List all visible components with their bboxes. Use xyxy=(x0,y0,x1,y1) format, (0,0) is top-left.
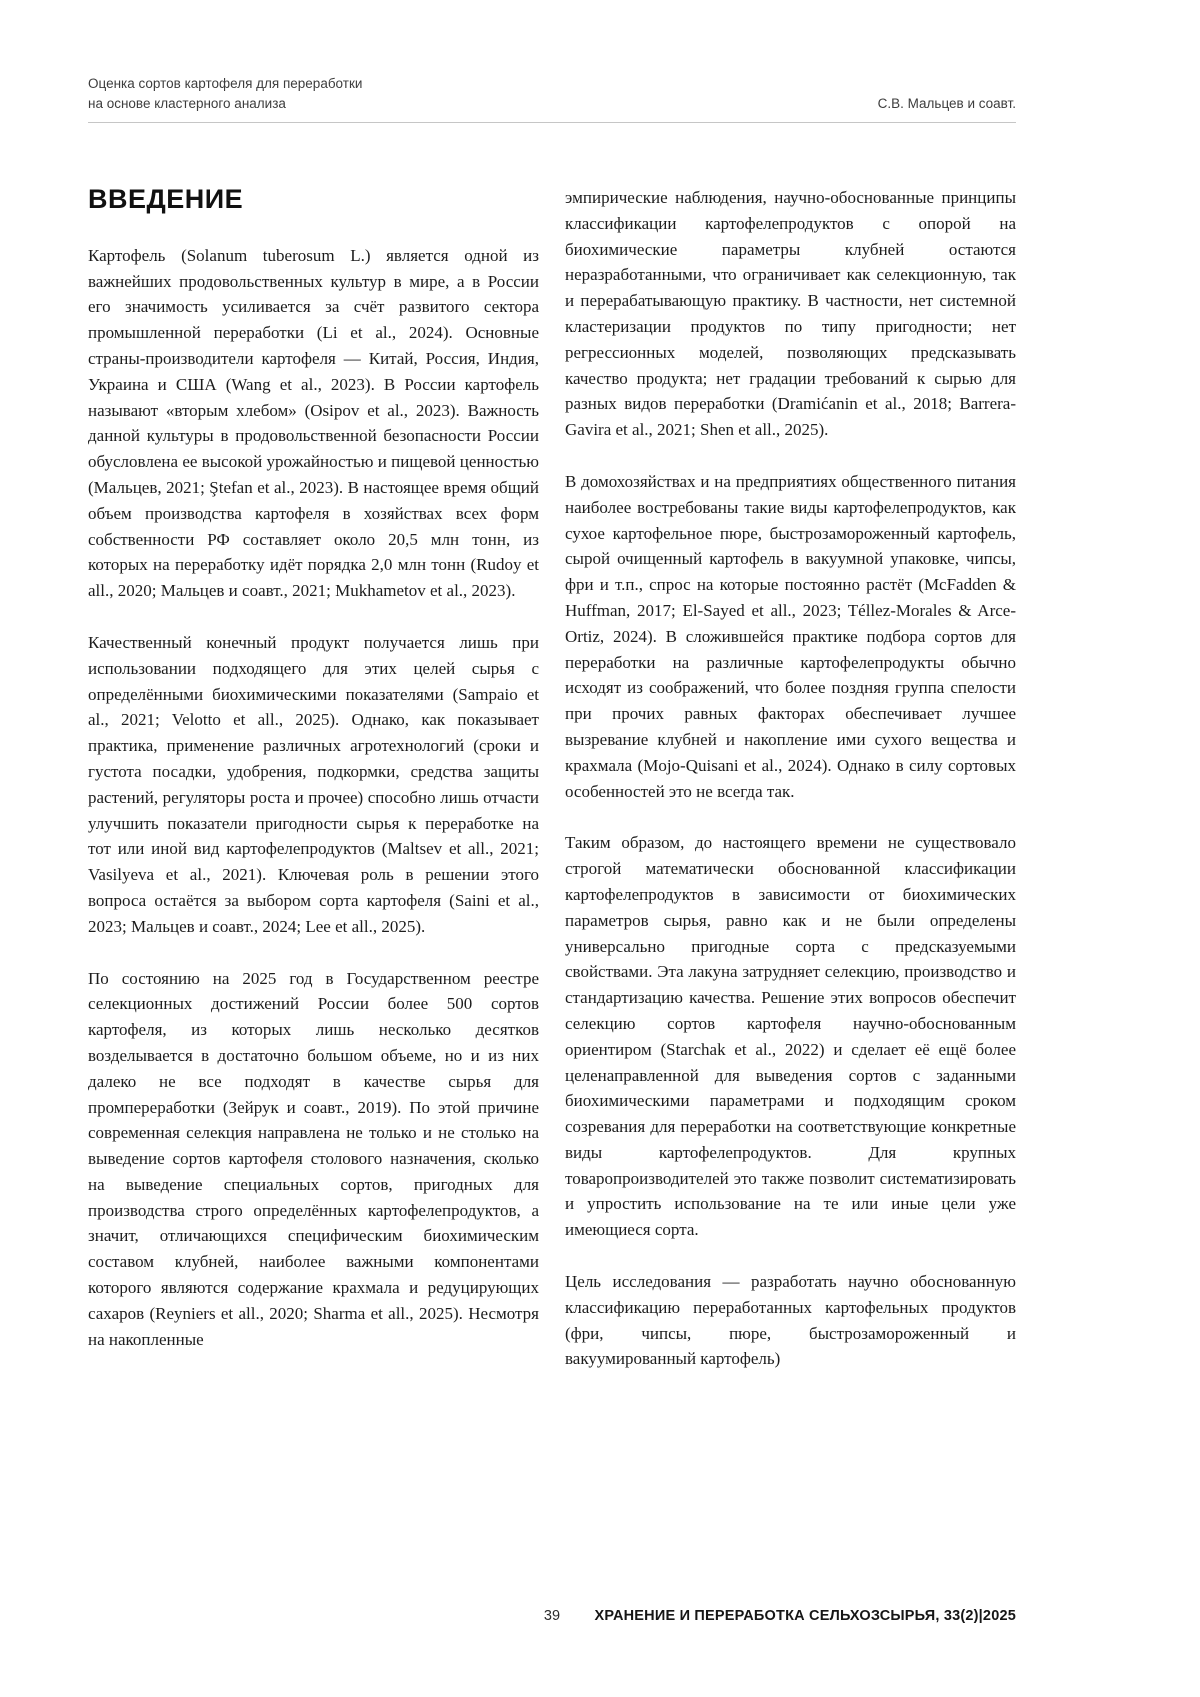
running-title-line1: Оценка сортов картофеля для переработки xyxy=(88,76,363,91)
running-authors: С.В. Мальцев и соавт. xyxy=(877,95,1016,111)
paragraph: Картофель (Solanum tuberosum L.) является одной из важнейших продовольственных культур в мире, а в России его значимость усиливается за счёт развитого сектора промышленной переработки (Li et al., 2024). Основные страны-производители картофеля — Китай, Россия, Индия, Украина и США (Wang et al., 2023). В России картофель называют «вторым хлебом» (Osipov et al., 2023). Важность данной культуры в продовольственной безопасности России обусловлена ее высокой урожайностью и пищевой ценностью (Мальцев, 2021; Ştefan et al., 2023). В настоящее время общий объем производства картофеля в хозяйствах всех форм собственности РФ составляет около 20,5 млн тонн, из которых на переработку идёт порядка 2,0 млн тонн (Rudoy et all., 2020; Мальцев и соавт., 2021; Mukhametov et al., 2023). xyxy=(88,245,539,601)
paragraph: Таким образом, до настоящего времени не существовало строгой математически обоснованной классификации картофелепродуктов в зависимости от биохимических параметров сырья, равно как и не были определены универсально пригодные сорта с предсказуемыми свойствами. Эта лакуна затрудняет селекцию, производство и стандартизацию качества. Решение этих вопросов обеспечит селекцию сортов картофеля научно-обоснованным ориентиром (Starchak et al., 2022) и сделает её ещё более целенаправленной для выведения сортов с заданными биохимическими параметрами и подходящим сроком созревания для переработки на соответствующие конкретные виды картофелепродуктов. Для крупных товаропроизводителей это также позволит систематизировать и упростить использование на те или иные цели уже имеющиеся сорта. xyxy=(565,833,1016,1240)
running-title-line2: на основе кластерного анализа xyxy=(88,95,286,111)
section-heading: ВВЕДЕНИЕ xyxy=(88,184,244,214)
paragraph: Качественный конечный продукт получается лишь при использовании подходящего для этих целей сырья с определёнными биохимическими показателями (Sampaio et al., 2021; Velotto et all., 2025). Однако, как показывает практика, применение различных агротехнологий (сроки и густота посадки, удобрения, подкормки, средства защиты растений, регуляторы роста и прочее) способно лишь отчасти улучшить показатели пригодности сырья к переработке на тот или иной вид картофелепродуктов (Maltsev et all., 2021; Vasilyeva et al., 2021). Ключевая роль в решении этого вопроса остаётся за выбором сорта картофеля (Saini et al., 2023; Мальцев и соавт., 2024; Lee et all., 2025). xyxy=(88,632,539,936)
paragraph: эмпирические наблюдения, научно-обоснованные принципы классификации картофелепродуктов с опорой на биохимические параметры клубней остаются неразработанными, что ограничивает как селекционную, так и перерабатывающую практику. В частности, нет системной кластеризации продуктов по типу пригодности; нет регрессионных моделей, позволяющих предсказывать качество продукта; нет градации требований к сырью для разных видов переработки (Dramićanin et al., 2018; Barrera-Gavira et al., 2021; Shen et all., 2025). xyxy=(565,188,1016,440)
page-number: 39 xyxy=(543,1608,561,1624)
left-column xyxy=(88,185,539,1372)
running-title xyxy=(88,74,362,113)
paragraph: По состоянию на 2025 год в Государственном реестре селекционных достижений России более 500 сортов картофеля, из которых лишь несколько десятков возделывается в достаточно большом объеме, но и из них далеко не все подходят в качестве сырья для промпереработки (Зейрук и соавт., 2019). По этой причине современная селекция направлена не только и не столько на выведение сортов картофеля столового назначения, сколько на выведение специальных сортов, пригодных для производства строго определённых картофелепродуктов, а значит, отличающихся специфическим биохимическим составом клубней, наиболее важными компонентами которого являются содержание крахмала и редуцирующих сахаров (Reyniers et all., 2020; Sharma et all., 2025). Несмотря на накопленные xyxy=(88,968,539,1349)
page-footer xyxy=(88,1608,1016,1624)
article-body xyxy=(88,185,1016,1372)
paragraph: Цель исследования — разработать научно обоснованную классификацию переработанных картофельных продуктов (фри, чипсы, пюре, быстрозамороженный и вакуумированный картофель) xyxy=(565,1272,1016,1369)
right-column xyxy=(565,185,1016,1372)
journal-title: ХРАНЕНИЕ И ПЕРЕРАБОТКА СЕЛЬХОЗСЫРЬЯ, 33(2)|2025 xyxy=(594,1608,1016,1624)
paragraph: В домохозяйствах и на предприятиях общественного питания наиболее востребованы такие виды картофелепродуктов, как сухое картофельное пюре, быстрозамороженный картофель, сырой очищенный картофель в вакуумной упаковке, чипсы, фри и т.п., спрос на которые постоянно растёт (McFadden & Huffman, 2017; El-Sayed et all., 2023; Téllez-Morales & Arce-Ortiz, 2024). В сложившейся практике подбора сортов для переработки на различные картофелепродукты обычно исходят из соображений, что более поздняя группа спелости при прочих равных факторах обеспечивает лучшее вызревание клубней и накопление ими сухого вещества и крахмала (Mojo-Quisani et al., 2024). Однако в силу сортовых особенностей это не всегда так. xyxy=(565,471,1016,801)
running-header xyxy=(88,74,1016,123)
